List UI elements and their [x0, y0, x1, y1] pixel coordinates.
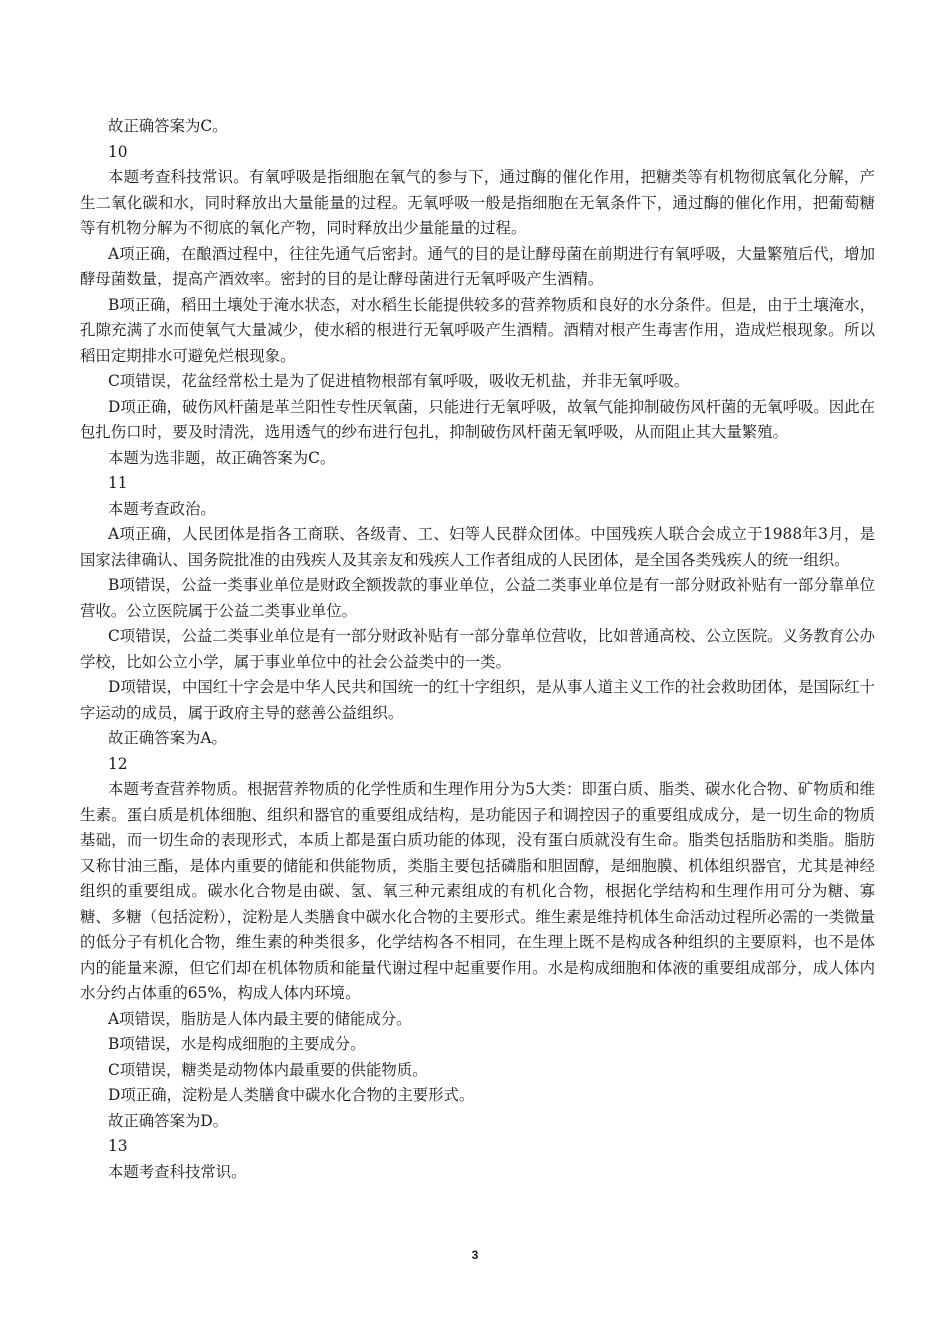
paragraph: A项正确，在酿酒过程中，往往先通气后密封。通气的目的是让酵母菌在前期进行有氧呼吸，大量繁殖后代，增加酵母菌数量，提高产酒效率。密封的目的是让酵母菌进行无氧呼吸产生酒精。	[80, 244, 875, 288]
paragraph: D项错误，中国红十字会是中华人民共和国统一的红十字组织，是从事人道主义工作的社会救助团体，是国际红十字运动的成员，属于政府主导的慈善公益组织。	[80, 678, 875, 722]
paragraph: C项错误，糖类是动物体内最重要的供能物质。	[108, 1060, 428, 1079]
paragraph: 本题考查政治。	[108, 499, 216, 518]
paragraph: 本题考查营养物质。根据营养物质的化学性质和生理作用分为5大类：即蛋白质、脂类、碳水化合物、矿物质和维生素。蛋白质是机体细胞、组织和器官的重要组成结构，是功能因子和调控因子的重要组成成分，是一切生命的物质基础，而一切生命的表现形式，本质上都是蛋白质功能的体现，没有蛋白质就没有生命。脂类包括脂肪和类脂。脂肪又称甘油三酯，是体内重要的储能和供能物质，类脂主要包括磷脂和胆固醇，是细胞膜、机体组织器官，尤其是神经组织的重要组成。碳水化合物是由碳、氢、氧三种元素组成的有机化合物，根据化学结构和生理作用可分为糖、寡糖、多糖（包括淀粉），淀粉是人类膳食中碳水化合物的主要形式。维生素是维持机体生命活动过程所必需的一类微量的低分子有机化合物，维生素的种类很多，化学结构各不相同，在生理上既不是构成各种组织的主要原料，也不是体内的能量来源，但它们却在机体物质和能量代谢过程中起重要作用。水是构成细胞和体液的重要组成部分，成人体内水分约占体重的65%，构成人体内环境。	[80, 780, 875, 1002]
paragraph: B项错误，公益一类事业单位是财政全额拨款的事业单位，公益二类事业单位是有一部分财政补贴有一部分靠单位营收。公立医院属于公益二类事业单位。	[80, 576, 875, 620]
paragraph: 本题考查科技常识。	[108, 1162, 247, 1181]
paragraph: 本题为选非题，故正确答案为C。	[108, 448, 336, 467]
paragraph: 故正确答案为C。	[108, 117, 228, 135]
paragraph: A项正确，人民团体是指各工商联、各级青、工、妇等人民群众团体。中国残疾人联合会成立于1988年3月，是国家法律确认、国务院批准的由残疾人及其亲友和残疾人工作者组成的人民团体，是全国各类残疾人的统一组织。	[80, 525, 875, 569]
paragraph: C项错误，花盆经常松土是为了促进植物根部有氧呼吸，吸收无机盐，并非无氧呼吸。	[108, 372, 690, 390]
paragraph: D项正确，破伤风杆菌是革兰阳性专性厌氧菌，只能进行无氧呼吸，故氧气能抑制破伤风杆菌的无氧呼吸。因此在包扎伤口时，要及时清洗，选用透气的纱布进行包扎，抑制破伤风杆菌无氧呼吸，从而阻止其大量繁殖。	[80, 397, 875, 441]
paragraph: D项正确，淀粉是人类膳食中碳水化合物的主要形式。	[108, 1086, 475, 1104]
question-number: 11	[108, 474, 128, 492]
page-number: 3	[471, 1248, 479, 1262]
paragraph: C项错误，公益二类事业单位是有一部分财政补贴有一部分靠单位营收，比如普通高校、公立医院。义务教育公办学校，比如公立小学，属于事业单位中的社会公益类中的一类。	[80, 627, 875, 671]
paragraph: 故正确答案为D。	[108, 1111, 229, 1130]
paragraph: 故正确答案为A。	[108, 729, 227, 747]
paragraph: B项错误，水是构成细胞的主要成分。	[108, 1035, 366, 1053]
question-number: 10	[108, 142, 128, 161]
paragraph: B项正确，稻田土壤处于淹水状态，对水稻生长能提供较多的营养物质和良好的水分条件。但是，由于土壤淹水，孔隙充满了水而使氧气大量减少，使水稻的根进行无氧呼吸产生酒精。酒精对根产生毒害作用，造成烂根现象。所以稻田定期排水可避免烂根现象。	[80, 295, 875, 365]
answer-explanations	[80, 114, 875, 1185]
question-number: 12	[108, 754, 128, 773]
question-number: 13	[108, 1137, 128, 1155]
paragraph: A项错误，脂肪是人体内最主要的储能成分。	[108, 1009, 412, 1028]
paragraph: 本题考查科技常识。有氧呼吸是指细胞在氧气的参与下，通过酶的催化作用，把糖类等有机物彻底氧化分解，产生二氧化碳和水，同时释放出大量能量的过程。无氧呼吸一般是指细胞在无氧条件下，通过酶的催化作用，把葡萄糖等有机物分解为不彻底的氧化产物，同时释放出少量能量的过程。	[80, 168, 875, 237]
